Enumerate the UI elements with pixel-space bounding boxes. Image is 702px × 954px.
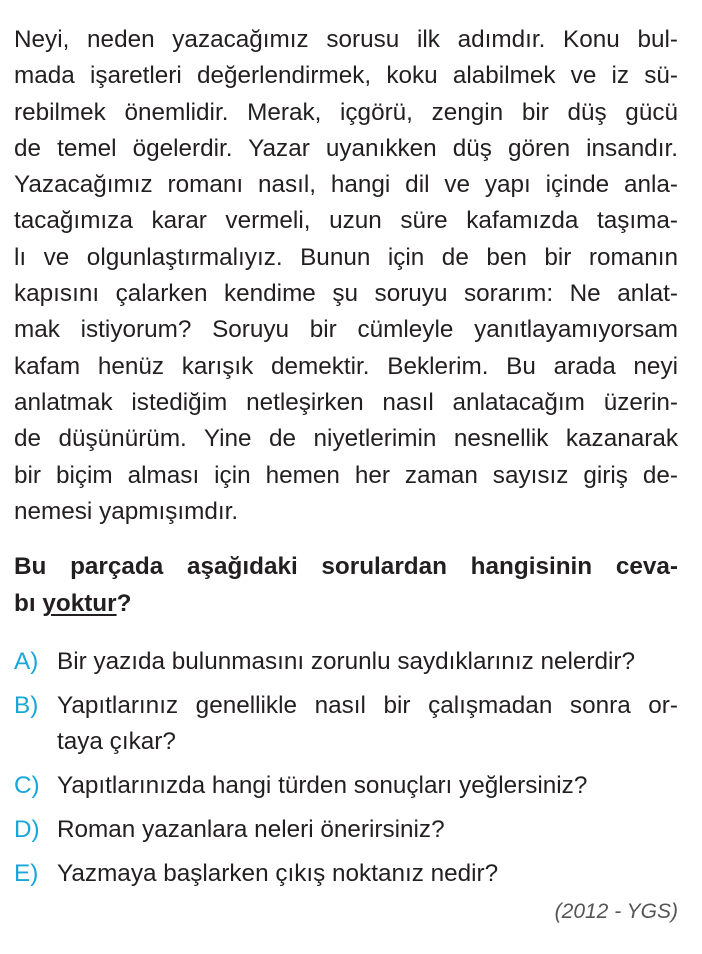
option-letter: B)	[14, 692, 39, 720]
option-line: Yapıtlarınızda hangi türden sonuçları yeğlersiniz?	[57, 772, 588, 800]
question-stem	[14, 548, 678, 622]
option-text	[57, 812, 678, 848]
exam-source: (2012 - YGS)	[554, 900, 678, 923]
reading-passage	[14, 22, 678, 530]
question-suffix: ?	[116, 590, 132, 618]
passage-line: tacağımıza karar vermeli, uzun süre kafamızda taşıma-	[14, 207, 678, 235]
passage-line: Neyi, neden yazacağımız sorusu ilk adımdır. Konu bul-	[14, 26, 678, 53]
passage-line: mada işaretleri değerlendirmek, koku alabilmek ve iz sü-	[14, 62, 678, 90]
passage-line: de düşünürüm. Yine de niyetlerimin nesnellik kazanarak	[14, 425, 678, 453]
option-line: Yapıtlarınız genellikle nasıl bir çalışmadan sonra or-	[57, 692, 678, 720]
option-text	[57, 856, 678, 892]
option-line: Bir yazıda bulunmasını zorunlu saydıklarınız nelerdir?	[57, 648, 636, 676]
passage-line: kapısını çalarken kendime şu soruyu sorarım: Ne anlat-	[14, 280, 678, 308]
option-c[interactable]	[14, 768, 678, 804]
option-b[interactable]	[14, 688, 678, 760]
option-text	[57, 768, 678, 804]
option-text	[57, 688, 678, 760]
option-line: taya çıkar?	[57, 728, 176, 756]
question-page	[14, 22, 678, 900]
passage-line: kafam henüz karışık demektir. Beklerim. Bu arada neyi	[14, 352, 678, 380]
passage-line: de temel ögelerdir. Yazar uyanıkken düş gören insandır.	[14, 134, 678, 162]
answer-options	[14, 644, 678, 892]
passage-line: rebilmek önemlidir. Merak, içgörü, zengin bir düş gücü	[14, 98, 678, 126]
option-letter: D)	[14, 816, 40, 844]
question-line	[14, 585, 678, 622]
option-a[interactable]	[14, 644, 678, 680]
passage-line: Yazacağımız romanı nasıl, hangi dil ve yapı içinde anla-	[14, 171, 678, 199]
passage-line: nemesi yapmışımdır.	[14, 497, 239, 525]
option-line: Yazmaya başlarken çıkış noktanız nedir?	[57, 860, 499, 888]
option-line: Roman yazanlara neleri önerirsiniz?	[57, 816, 445, 844]
option-letter: C)	[14, 772, 40, 800]
passage-line: mak istiyorum? Soruyu bir cümleyle yanıtlayamıyorsam	[14, 316, 678, 344]
option-letter: A)	[14, 648, 39, 676]
option-text	[57, 644, 678, 680]
option-d[interactable]	[14, 812, 678, 848]
option-e[interactable]	[14, 856, 678, 892]
passage-line: lı ve olgunlaştırmalıyız. Bunun için de ben bir romanın	[14, 243, 678, 271]
option-letter: E)	[14, 860, 39, 888]
question-line: Bu parçada aşağıdaki sorulardan hangisinin ceva-	[14, 553, 678, 581]
passage-line: bir biçim alması için hemen her zaman sayısız giriş de-	[14, 461, 678, 489]
question-emphasis: yoktur	[42, 590, 117, 618]
question-prefix: bı	[14, 590, 43, 618]
passage-line: anlatmak istediğim netleşirken nasıl anlatacağım üzerin-	[14, 388, 678, 416]
